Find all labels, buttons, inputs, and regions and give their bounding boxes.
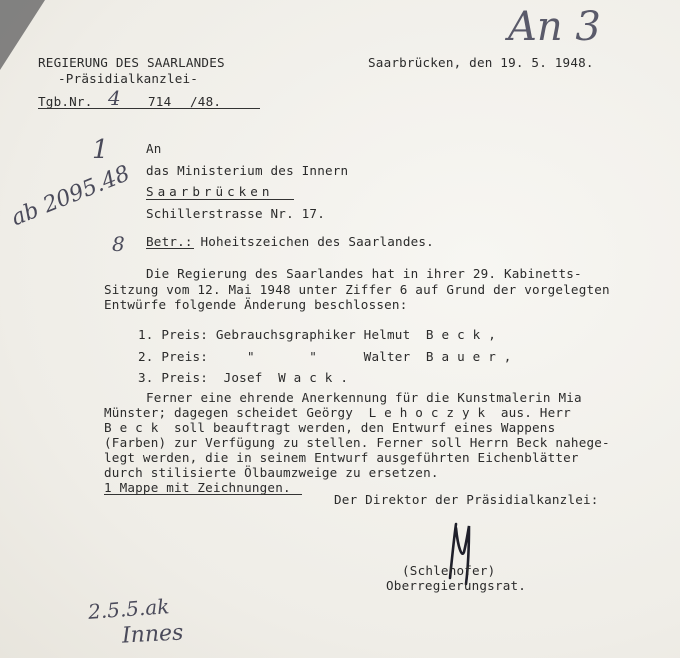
addressee-street: Schillerstrasse Nr. 17.: [146, 206, 325, 221]
signature-title: Der Direktor der Präsidialkanzlei:: [334, 492, 599, 507]
addressee-an: An: [146, 141, 162, 156]
body-intro-line: Sitzung vom 12. Mai 1948 unter Ziffer 6 auf Grund der vorgelegten: [104, 282, 610, 297]
body-intro-line: Entwürfe folgende Änderung beschlossen:: [104, 297, 408, 312]
signature-rank: Oberregierungsrat.: [386, 578, 527, 593]
prize-item: 3. Preis: Josef W a c k .: [138, 370, 349, 385]
margin-mark: 8: [112, 232, 125, 256]
body-closing-line: Münster; dagegen scheidet Geörgy L e h o c z y k aus. Herr: [104, 405, 571, 420]
ref-prefix: Tgb.Nr.: [38, 94, 93, 109]
city-underline: [146, 199, 294, 200]
authority-name: REGIERUNG DES SAARLANDES: [38, 55, 225, 70]
subject-text: Hoheitszeichen des Saarlandes.: [192, 234, 434, 249]
body-closing-line: legt werden, die in seinem Entwurf ausgeführten Eichenblätter: [104, 450, 579, 465]
margin-note: ab 2095.48: [8, 161, 134, 232]
office-name: -Präsidialkanzlei-: [58, 71, 199, 86]
body-closing-line: Ferner eine ehrende Anerkennung für die Kunstmalerin Mia: [146, 390, 582, 405]
subject-line: [146, 234, 434, 249]
ref-number: 714: [148, 94, 172, 109]
body-intro-line: Die Regierung des Saarlandes hat in ihrer 29. Kabinetts-: [146, 266, 582, 281]
handwritten-bottom-line1: 2.5.5.ak: [87, 594, 171, 624]
prize-item: 2. Preis: " " Walter B a u e r ,: [138, 349, 512, 364]
body-closing-line: B e c k soll beauftragt werden, den Entwurf eines Wappens: [104, 420, 556, 435]
handwritten-bottom-line2: Innes: [121, 620, 184, 649]
body-closing-line: durch stilisierte Ölbaumzweige zu ersetzen.: [104, 465, 439, 480]
signature-name: (Schlehofer): [402, 563, 496, 578]
margin-number-one: 1: [92, 135, 109, 165]
addressee-city: Saarbrücken: [146, 184, 274, 199]
enclosure-underline: [104, 494, 302, 495]
subject-label: Betr.:: [146, 234, 193, 249]
body-closing-line: (Farben) zur Verfügung zu stellen. Ferner soll Herrn Beck nahege-: [104, 435, 610, 450]
subject-underline: [146, 248, 194, 249]
ref-handwritten-insert: 4: [108, 86, 121, 110]
ref-underline: [38, 108, 260, 109]
ref-year: /48.: [190, 94, 222, 109]
addressee-recipient: das Ministerium des Innern: [146, 163, 349, 178]
place-date: Saarbrücken, den 19. 5. 1948.: [368, 55, 594, 70]
handwritten-top-right: An 3: [508, 4, 601, 50]
prize-item: 1. Preis: Gebrauchsgraphiker Helmut B e c k ,: [138, 327, 496, 342]
enclosure-note: 1 Mappe mit Zeichnungen.: [104, 480, 291, 495]
